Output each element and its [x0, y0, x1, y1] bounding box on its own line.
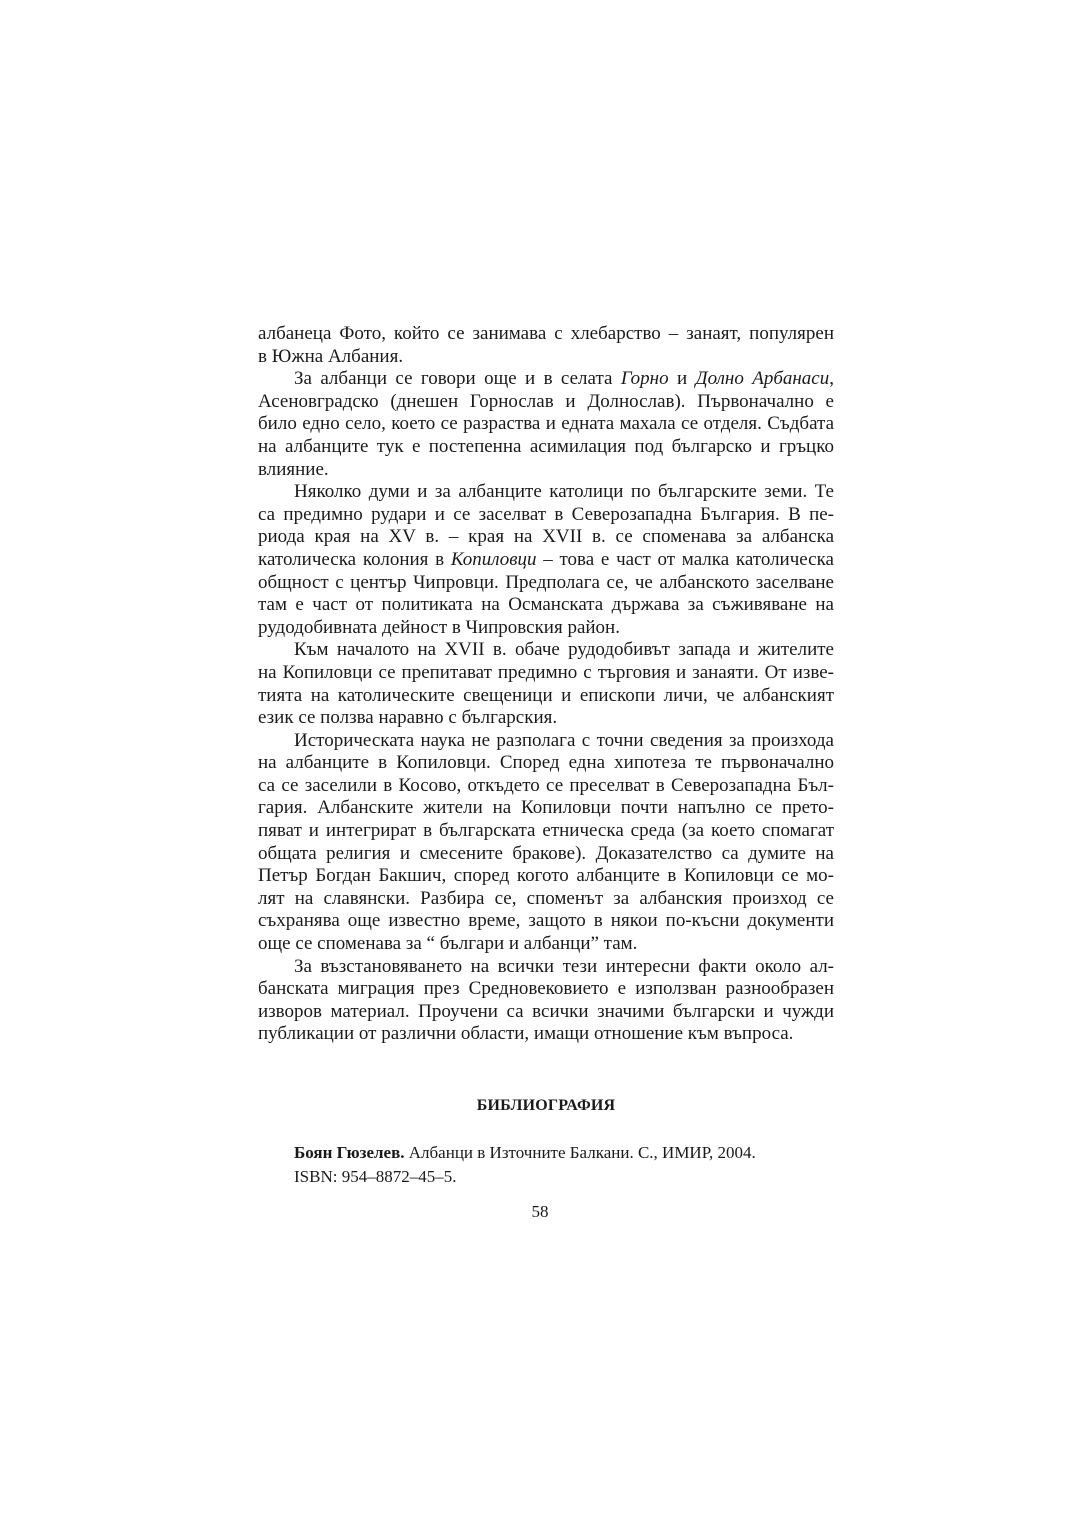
text-line: Няколко думи и за албанците католици по българските земи. Те: [294, 481, 834, 503]
text-line: албанеца Фото, който се занимава с хлебарство – занаят, популярен: [258, 323, 834, 344]
text-line: банската миграция през Средновековието е използван разнообразен: [258, 978, 834, 1000]
text-line: публикации от различни области, имащи отношение към въпроса.: [258, 1023, 794, 1045]
bibliography-author: Боян Гюзелев.: [294, 1143, 405, 1162]
text-line: Историческата наука не разполага с точни сведения за произхода: [294, 729, 834, 751]
paragraph: [258, 730, 834, 956]
paragraph: [258, 368, 834, 481]
bibliography-citation: [294, 1141, 834, 1165]
text-line: общата религия и смесените бракове). Доказателство са думите на: [258, 842, 834, 864]
text-line: съхранява още известно време, защото в някои по-късни документи: [258, 910, 834, 932]
text-line: там е част от политиката на Османската държава за съживяване на: [258, 594, 834, 616]
body-text: [258, 323, 834, 1046]
italic-place-name: Долно Арбанаси: [695, 368, 830, 390]
text-line: са предимно рудари и се заселват в Северозападна България. В пе-: [258, 503, 834, 525]
text-line: пяват и интегрират в българската етническа среда (за което спомагат: [258, 820, 834, 842]
text-line: влияние.: [258, 458, 329, 480]
text-line: Асеновградско (днешен Горнослав и Долнослав). Първоначално е: [258, 390, 834, 412]
text-line: в Южна Албания.: [258, 345, 404, 367]
text-line: гария. Албанските жители на Копиловци почти напълно се прето-: [258, 797, 834, 819]
text-line: общност с център Чипровци. Предполага се, че албанското заселване: [258, 571, 834, 593]
text-line: За възстановяването на всички тези интересни факти около ал-: [294, 955, 834, 977]
bibliography-details: Албанци в Източните Балкани. С., ИМИР, 2004.: [404, 1143, 756, 1162]
text-line: на Копиловци се препитават предимно с търговия и занаяти. От изве-: [258, 661, 834, 683]
text-line: изворов материал. Проучени са всички значими български и чужди: [258, 1000, 834, 1022]
paragraph: [258, 956, 834, 1046]
paragraph: [258, 639, 834, 729]
bibliography-heading: БИБЛИОГРАФИЯ: [476, 1097, 616, 1114]
text-line: риода края на XV в. – края на XVII в. се споменава за албанска: [258, 526, 834, 548]
text-line: тията на католическите свещеници и епископи личи, че албанският: [258, 684, 834, 706]
text-line: лят на славянски. Разбира се, споменът за албанския произход се: [258, 887, 834, 909]
italic-place-name: Копиловци: [450, 548, 537, 570]
bibliography-isbn: ISBN: 954–8872–45–5.: [294, 1167, 457, 1186]
text-line: Петър Богдан Бакшич, според когото албанците в Копиловци се мо-: [258, 865, 834, 887]
italic-place-name: Горно: [620, 368, 669, 390]
text-line: Към началото на XVII в. обаче рудодобивът запада и жителите: [294, 639, 834, 661]
text-line: на албанците в Копиловци. Според една хипотеза те първоначално: [258, 752, 834, 774]
text-line: още се споменава за “ българи и албанци” там.: [258, 933, 638, 955]
text-line: са се заселили в Косово, откъдето се преселват в Северозападна Бъл-: [258, 774, 834, 796]
page-number: 58: [531, 1202, 549, 1221]
text-line: За албанци се говори още и в селата Горно и Долно Арбанаси,: [294, 368, 834, 390]
text-line: език се ползва наравно с българския.: [258, 707, 558, 729]
paragraph: [258, 481, 834, 639]
paragraph: [258, 323, 834, 368]
text-line: било едно село, което се разраства и едната махала се отделя. Съдбата: [258, 413, 834, 435]
text-line: рудодобивната дейност в Чипровския район.: [258, 616, 620, 638]
bibliography-entry: [294, 1141, 834, 1189]
text-line: на албанците тук е постепенна асимилация под българско и гръцко: [258, 435, 834, 457]
text-line: католическа колония в Копиловци – това е част от малка католическа: [258, 548, 834, 570]
